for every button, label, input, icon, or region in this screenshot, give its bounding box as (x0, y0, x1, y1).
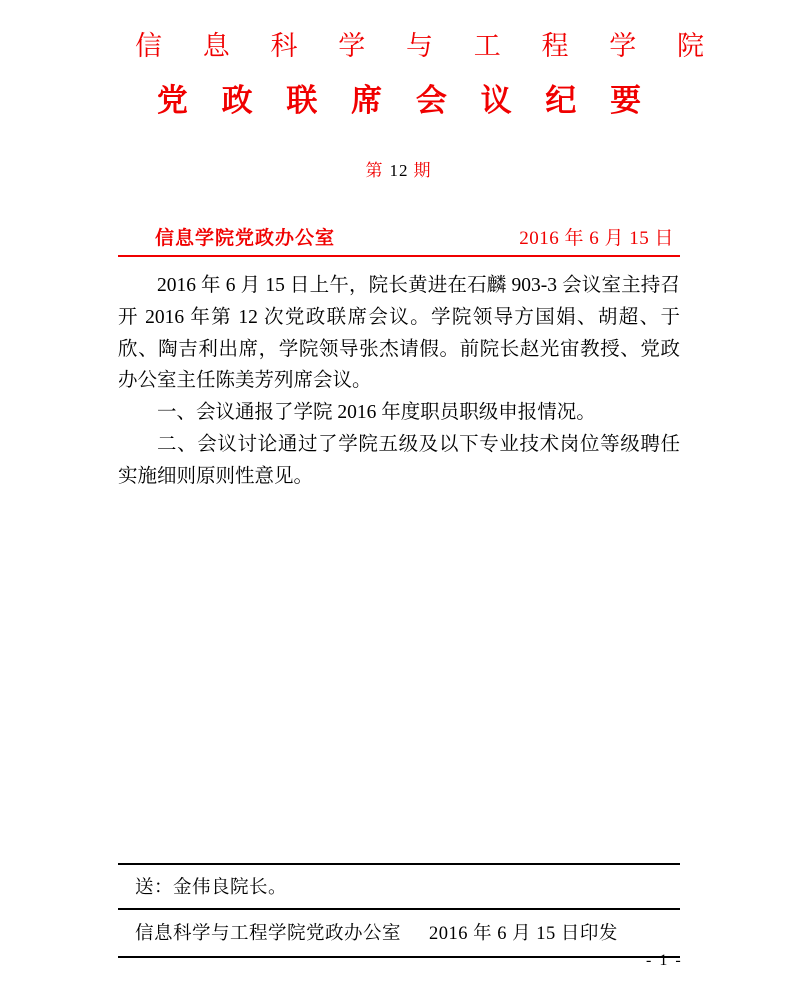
print-office: 信息科学与工程学院党政办公室 (135, 924, 402, 944)
footer-block (118, 863, 680, 958)
issue-line (118, 156, 680, 181)
body-paragraph: 一、会议通报了学院 2016 年度职员职级申报情况。 (157, 402, 596, 424)
body-paragraph: 二、会议讨论通过了学院五级及以下专业技术岗位等级聘任实施细则原则性意见。 (118, 433, 680, 487)
college-title: 信 息 科 学 与 工 程 学 院 (135, 31, 721, 61)
body-text (118, 270, 680, 493)
issue-suffix: 期 (413, 161, 433, 180)
issue-prefix: 第 (365, 161, 385, 180)
body-paragraph: 2016 年 6 月 15 日上午，院长黄进在石麟 903-3 会议室主持召开 2016 年第 12 次党政联席会议。学院领导方国娟、胡超、于欣、陶吉利出席，学院领导张杰请假。前院长赵光宙教授、党政办公室主任陈美芳列席会议。 (118, 275, 680, 392)
issue-number: 12 (389, 161, 409, 180)
masthead-row (118, 223, 680, 257)
page-number: - 1 - (646, 952, 683, 969)
footer-bottom-rule (118, 956, 680, 958)
distribution-line: 送：金伟良院长。 (135, 878, 288, 898)
issue-date: 2016 年 6 月 15 日 (519, 228, 674, 249)
document-content (118, 0, 721, 493)
print-info-row (118, 910, 680, 956)
print-date: 2016 年 6 月 15 日印发 (429, 924, 618, 944)
document-title: 党 政 联 席 会 议 纪 要 (156, 83, 655, 118)
issuing-office: 信息学院党政办公室 (155, 228, 336, 249)
